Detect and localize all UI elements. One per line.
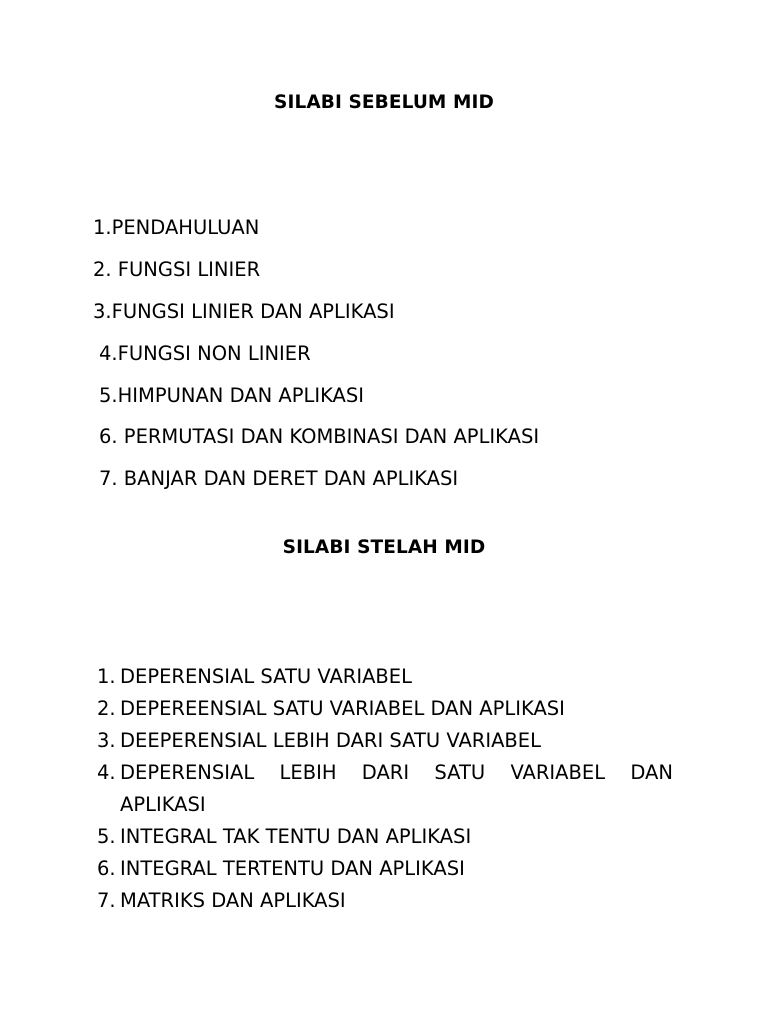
- list-item: [97, 757, 673, 789]
- list-item: 7. BANJAR DAN DERET DAN APLIKASI: [99, 467, 459, 490]
- section-title-before-mid: SILABI SEBELUM MID: [274, 92, 494, 113]
- section-title-after-mid: SILABI STELAH MID: [282, 537, 486, 558]
- list-item: 2. FUNGSI LINIER: [93, 258, 261, 281]
- list-item-number: 1.: [97, 665, 116, 688]
- list-item: [97, 821, 673, 853]
- list-item: 5.HIMPUNAN DAN APLIKASI: [99, 384, 365, 407]
- list-item: 4.FUNGSI NON LINIER: [99, 342, 311, 365]
- list-item-number: 5.: [97, 825, 116, 848]
- list-item: [97, 885, 673, 917]
- list-item: 3.FUNGSI LINIER DAN APLIKASI: [93, 300, 395, 323]
- list-item: 6. PERMUTASI DAN KOMBINASI DAN APLIKASI: [99, 425, 540, 448]
- list-item-number: 6.: [97, 857, 116, 880]
- list-item: [97, 693, 673, 725]
- list-item-text: DEPERENSIAL SATU VARIABEL: [120, 665, 412, 688]
- list-item: 1.PENDAHULUAN: [93, 216, 260, 239]
- after-mid-list: [97, 661, 673, 917]
- list-item: [97, 725, 673, 757]
- list-item-number: 2.: [97, 697, 116, 720]
- list-item-text: DEEPERENSIAL LEBIH DARI SATU VARIABEL: [120, 729, 541, 752]
- list-item-text: INTEGRAL TAK TENTU DAN APLIKASI: [120, 825, 472, 848]
- list-item-text: APLIKASI: [120, 793, 206, 816]
- list-item-text: MATRIKS DAN APLIKASI: [120, 889, 346, 912]
- list-item-text: DEPEREENSIAL SATU VARIABEL DAN APLIKASI: [120, 697, 565, 720]
- list-item-text: DEPERENSIAL LEBIH DARI SATU VARIABEL DAN: [120, 761, 673, 784]
- list-item-number: 7.: [97, 889, 116, 912]
- list-item-number: 4.: [97, 761, 116, 784]
- list-item-continuation: [97, 789, 673, 821]
- list-item: [97, 661, 673, 693]
- list-item-text: INTEGRAL TERTENTU DAN APLIKASI: [120, 857, 465, 880]
- list-item: [97, 853, 673, 885]
- list-item-number: 3.: [97, 729, 116, 752]
